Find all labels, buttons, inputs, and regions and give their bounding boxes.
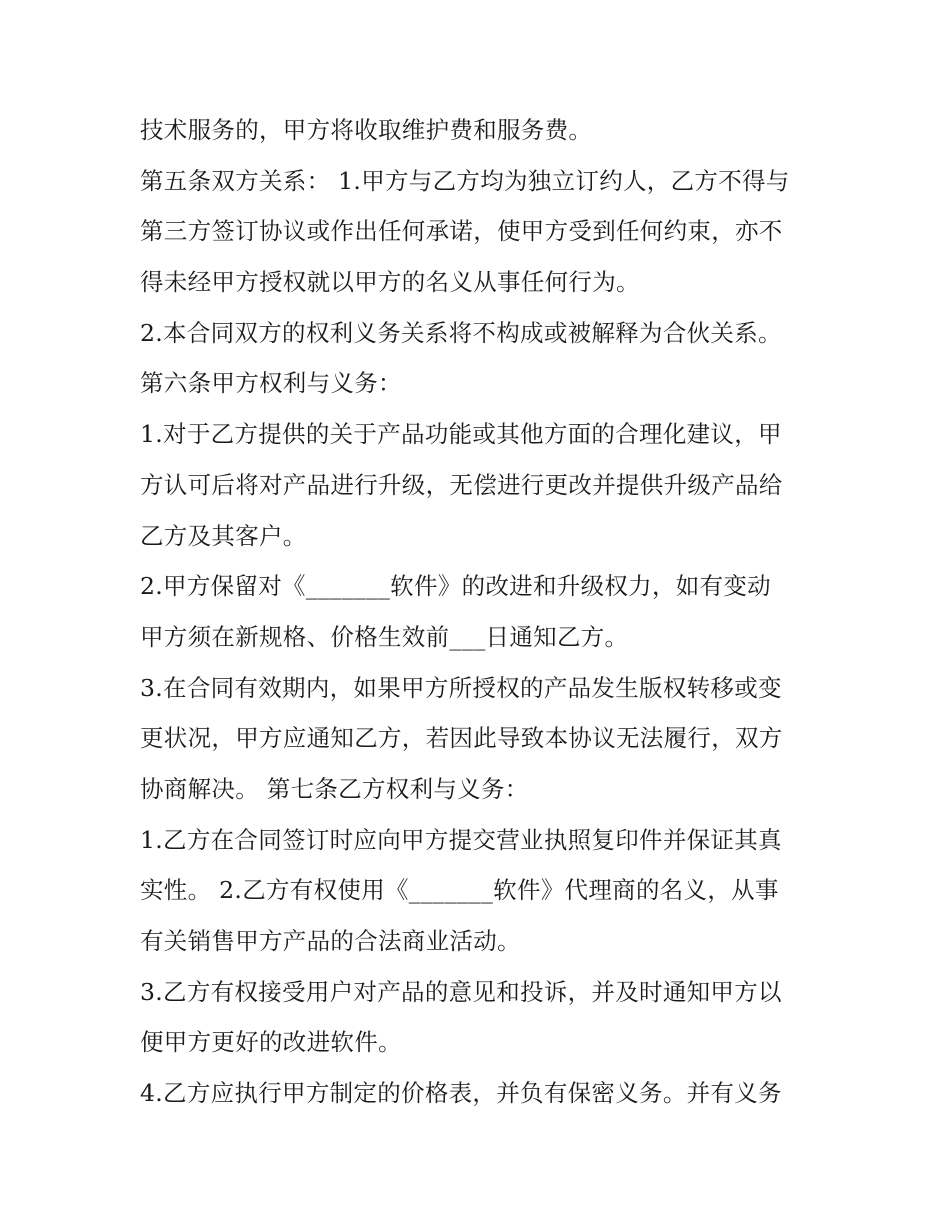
text-line: 便甲方更好的改进软件。 [140,1028,402,1057]
text-line: 乙方及其客户。 [140,521,307,550]
text-line: 3.乙方有权接受用户对产品的意见和投诉，并及时通知甲方以 [140,977,782,1006]
text-line: 甲方须在新规格、价格生效前___日通知乙方。 [140,622,629,651]
text-line: 2.本合同双方的权利义务关系将不构成或被解释为合伙关系。 [140,318,782,347]
section-heading: 第六条甲方权利与义务： [140,369,402,398]
text-line: 有关销售甲方产品的合法商业活动。 [140,927,521,955]
document-body [140,105,820,1119]
text-line: 技术服务的，甲方将收取维护费和服务费。 [140,116,593,144]
text-line: 1.乙方在合同签订时应向甲方提交营业执照复印件并保证其真 [140,825,782,854]
text-line: 实性。 2.乙方有权使用《_______软件》代理商的名义，从事 [140,876,779,905]
text-line: 更状况，甲方应通知乙方，若因此导致本协议无法履行，双方 [140,724,783,753]
text-line: 第三方签订协议或作出任何承诺，使甲方受到任何约束，亦不 [140,217,783,246]
text-line: 协商解决。 第七条乙方权利与义务： [140,774,529,803]
text-line: 方认可后将对产品进行升级，无偿进行更改并提供升级产品给 [140,470,783,499]
text-line: 1.对于乙方提供的关于产品功能或其他方面的合理化建议，甲 [140,420,782,449]
text-line: 第五条双方关系： 1.甲方与乙方均为独立订约人，乙方不得与 [140,166,790,195]
text-line: 2.甲方保留对《_______软件》的改进和升级权力，如有变动 [140,572,771,601]
text-line: 3.在合同有效期内，如果甲方所授权的产品发生版权转移或变 [140,673,782,702]
text-line: 4.乙方应执行甲方制定的价格表，并负有保密义务。并有义务 [140,1079,782,1108]
text-line: 得未经甲方授权就以甲方的名义从事任何行为。 [140,268,640,297]
